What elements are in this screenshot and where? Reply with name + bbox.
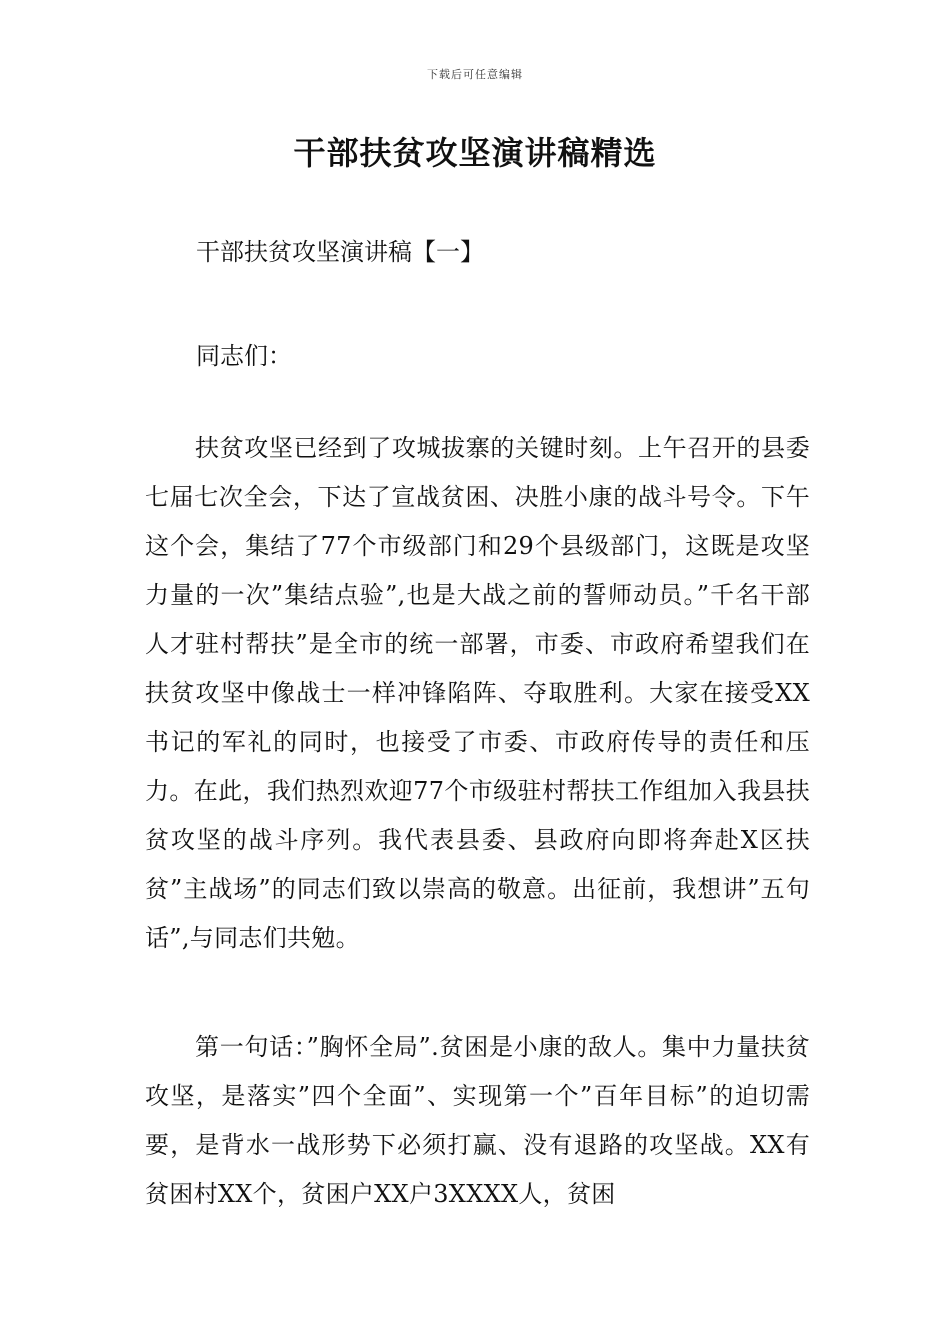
document-title: 干部扶贫攻坚演讲稿精选 bbox=[293, 134, 657, 172]
body-paragraph-2: 第一句话：”胸怀全局”.贫困是小康的敌人。集中力量扶贫攻坚，是落实”四个全面”、实现第一个”百年目标”的迫切需要，是背水一战形势下必须打赢、没有退路的攻坚战。XX有贫困村XX个，贫困户XX户3XXXX人，贫困 bbox=[145, 1033, 810, 1208]
greeting: 同志们： bbox=[196, 342, 292, 370]
section-subtitle: 干部扶贫攻坚演讲稿【一】 bbox=[196, 238, 484, 266]
page-header-note: 下载后可任意编辑 bbox=[427, 68, 523, 81]
body-paragraph-1: 扶贫攻坚已经到了攻城拔寨的关键时刻。上午召开的县委七届七次全会，下达了宣战贫困、决胜小康的战斗号令。下午这个会，集结了77个市级部门和29个县级部门，这既是攻坚力量的一次”集结点验”,也是大战之前的誓师动员。”千名干部人才驻村帮扶”是全市的统一部署，市委、市政府希望我们在扶贫攻坚中像战士一样冲锋陷阵、夺取胜利。大家在接受XX书记的军礼的同时，也接受了市委、市政府传导的责任和压力。在此，我们热烈欢迎77个市级驻村帮扶工作组加入我县扶贫攻坚的战斗序列。我代表县委、县政府向即将奔赴X区扶贫”主战场”的同志们致以崇高的敬意。出征前，我想讲”五句话”,与同志们共勉。 bbox=[145, 434, 810, 952]
